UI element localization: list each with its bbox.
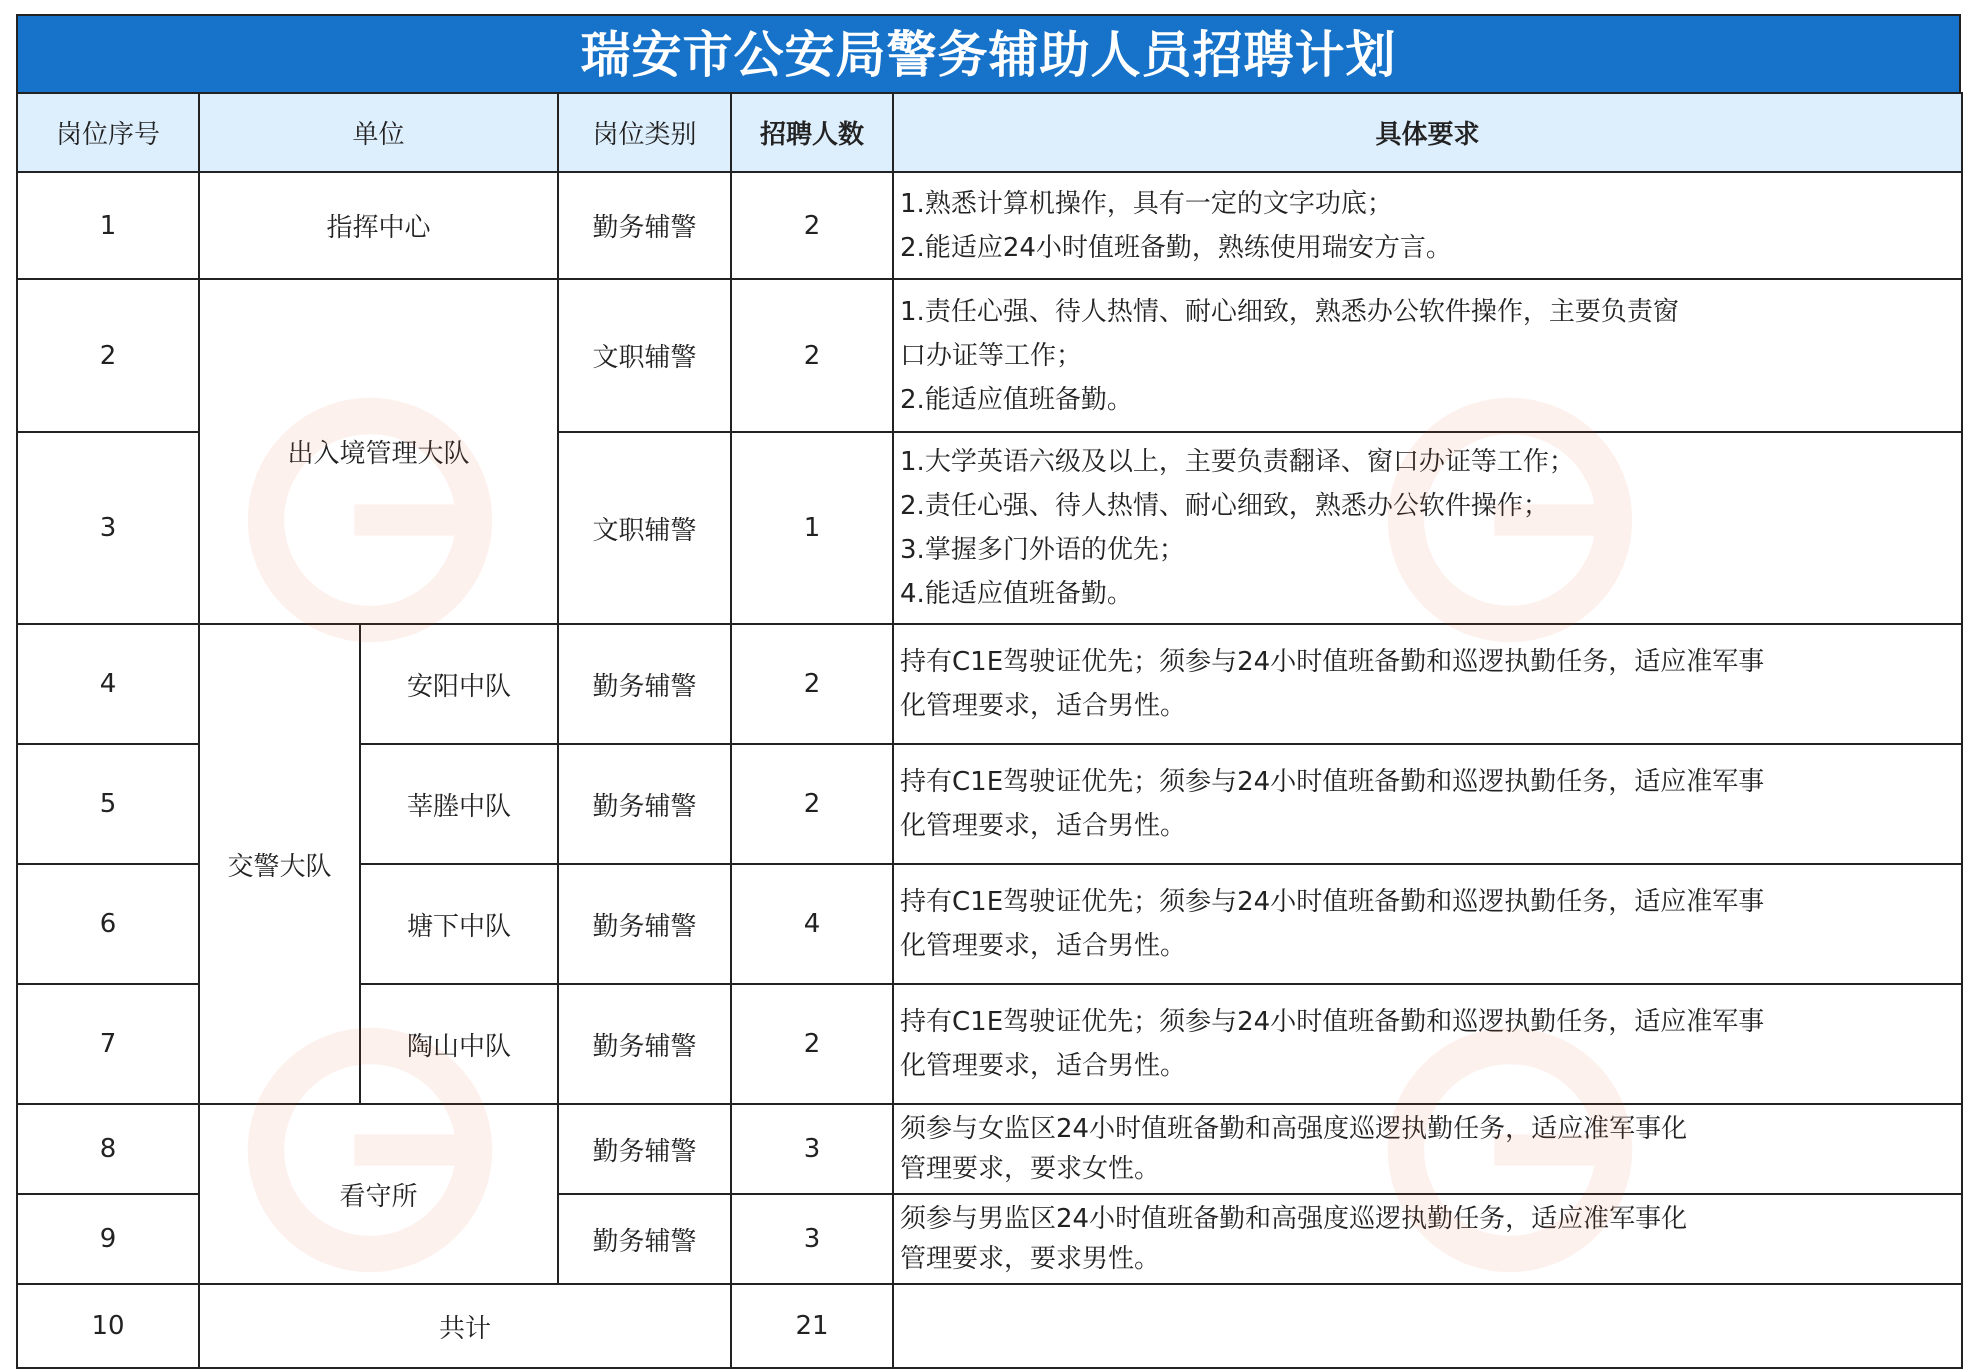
- unit-cell: 看守所: [199, 1104, 558, 1284]
- total-row: [17, 1284, 1962, 1368]
- requirement-line: 2.责任心强、待人热情、耐心细致，熟悉办公软件操作；: [900, 491, 1549, 521]
- header-category: 岗位类别: [558, 93, 731, 172]
- category-cell: 勤务辅警: [558, 172, 731, 279]
- requirements-cell: [893, 744, 1962, 864]
- header-requirements: 具体要求: [893, 93, 1962, 172]
- requirement-line: 3.掌握多门外语的优先；: [900, 535, 1185, 565]
- requirement-line: 1.大学英语六级及以上，主要负责翻译、窗口办证等工作；: [900, 447, 1575, 477]
- count-cell: 4: [731, 864, 893, 984]
- table-row: [17, 624, 1962, 744]
- requirement-line: 口办证等工作；: [900, 340, 1083, 371]
- subunit-cell: 安阳中队: [360, 624, 558, 744]
- header-seq: 岗位序号: [17, 93, 199, 172]
- count-cell: 2: [731, 984, 893, 1104]
- requirement-line: 1.责任心强、待人热情、耐心细致，熟悉办公软件操作，主要负责窗: [900, 296, 1679, 327]
- requirements-cell: [893, 624, 1962, 744]
- requirement-line: 持有C1E驾驶证优先；须参与24小时值班备勤和巡逻执勤任务，适应准军事: [900, 767, 1765, 797]
- total-label: 共计: [199, 1284, 731, 1368]
- seq-cell: 8: [17, 1104, 199, 1194]
- table-row: [17, 172, 1962, 279]
- seq-cell: 7: [17, 984, 199, 1104]
- count-cell: 2: [731, 172, 893, 279]
- requirement-line: 持有C1E驾驶证优先；须参与24小时值班备勤和巡逻执勤任务，适应准军事: [900, 647, 1765, 677]
- count-cell: 3: [731, 1104, 893, 1194]
- category-cell: 勤务辅警: [558, 624, 731, 744]
- header-row: [17, 93, 1962, 172]
- header-count: 招聘人数: [731, 93, 893, 172]
- empty-cell: [893, 1284, 1962, 1368]
- requirement-line: 须参与男监区24小时值班备勤和高强度巡逻执勤任务，适应准军事化: [900, 1204, 1688, 1234]
- category-cell: 勤务辅警: [558, 1194, 731, 1284]
- unit-cell: 交警大队: [199, 624, 360, 1104]
- seq-cell: 5: [17, 744, 199, 864]
- seq-cell: 4: [17, 624, 199, 744]
- count-cell: 2: [731, 624, 893, 744]
- seq-cell: 10: [17, 1284, 199, 1368]
- seq-cell: 6: [17, 864, 199, 984]
- requirements-cell: [893, 1104, 1962, 1194]
- page-title: 瑞安市公安局警务辅助人员招聘计划: [16, 14, 1961, 92]
- seq-cell: 1: [17, 172, 199, 279]
- unit-cell: 指挥中心: [199, 172, 558, 279]
- subunit-cell: 陶山中队: [360, 984, 558, 1104]
- unit-cell: 出入境管理大队: [199, 279, 558, 624]
- seq-cell: 2: [17, 279, 199, 432]
- table-row: [17, 1104, 1962, 1194]
- recruitment-table: [16, 92, 1963, 1369]
- category-cell: 文职辅警: [558, 279, 731, 432]
- header-unit: 单位: [199, 93, 558, 172]
- category-cell: 勤务辅警: [558, 1104, 731, 1194]
- requirements-cell: [893, 432, 1962, 624]
- requirement-line: 化管理要求，适合男性。: [900, 931, 1187, 961]
- requirements-cell: [893, 172, 1962, 279]
- count-cell: 2: [731, 279, 893, 432]
- count-cell: 3: [731, 1194, 893, 1284]
- category-cell: 勤务辅警: [558, 864, 731, 984]
- seq-cell: 3: [17, 432, 199, 624]
- total-count: 21: [731, 1284, 893, 1368]
- requirements-cell: [893, 279, 1962, 432]
- requirements-cell: [893, 864, 1962, 984]
- requirement-line: 须参与女监区24小时值班备勤和高强度巡逻执勤任务，适应准军事化: [900, 1114, 1688, 1144]
- requirement-line: 1.熟悉计算机操作，具有一定的文字功底；: [900, 188, 1393, 219]
- requirement-line: 管理要求，要求男性。: [900, 1244, 1161, 1274]
- requirement-line: 持有C1E驾驶证优先；须参与24小时值班备勤和巡逻执勤任务，适应准军事: [900, 887, 1765, 917]
- table-row: [17, 279, 1962, 432]
- category-cell: 勤务辅警: [558, 984, 731, 1104]
- requirement-line: 化管理要求，适合男性。: [900, 1051, 1187, 1081]
- count-cell: 2: [731, 744, 893, 864]
- requirement-line: 2.能适应24小时值班备勤，熟练使用瑞安方言。: [900, 232, 1452, 263]
- subunit-cell: 莘塍中队: [360, 744, 558, 864]
- requirement-line: 化管理要求，适合男性。: [900, 811, 1187, 841]
- category-cell: 文职辅警: [558, 432, 731, 624]
- requirement-line: 4.能适应值班备勤。: [900, 579, 1133, 609]
- requirements-cell: [893, 984, 1962, 1104]
- subunit-cell: 塘下中队: [360, 864, 558, 984]
- requirement-line: 持有C1E驾驶证优先；须参与24小时值班备勤和巡逻执勤任务，适应准军事: [900, 1007, 1765, 1037]
- requirement-line: 管理要求，要求女性。: [900, 1154, 1161, 1184]
- requirement-line: 2.能适应值班备勤。: [900, 384, 1133, 415]
- recruitment-sheet: [16, 14, 1961, 1369]
- requirements-cell: [893, 1194, 1962, 1284]
- category-cell: 勤务辅警: [558, 744, 731, 864]
- requirement-line: 化管理要求，适合男性。: [900, 691, 1187, 721]
- count-cell: 1: [731, 432, 893, 624]
- seq-cell: 9: [17, 1194, 199, 1284]
